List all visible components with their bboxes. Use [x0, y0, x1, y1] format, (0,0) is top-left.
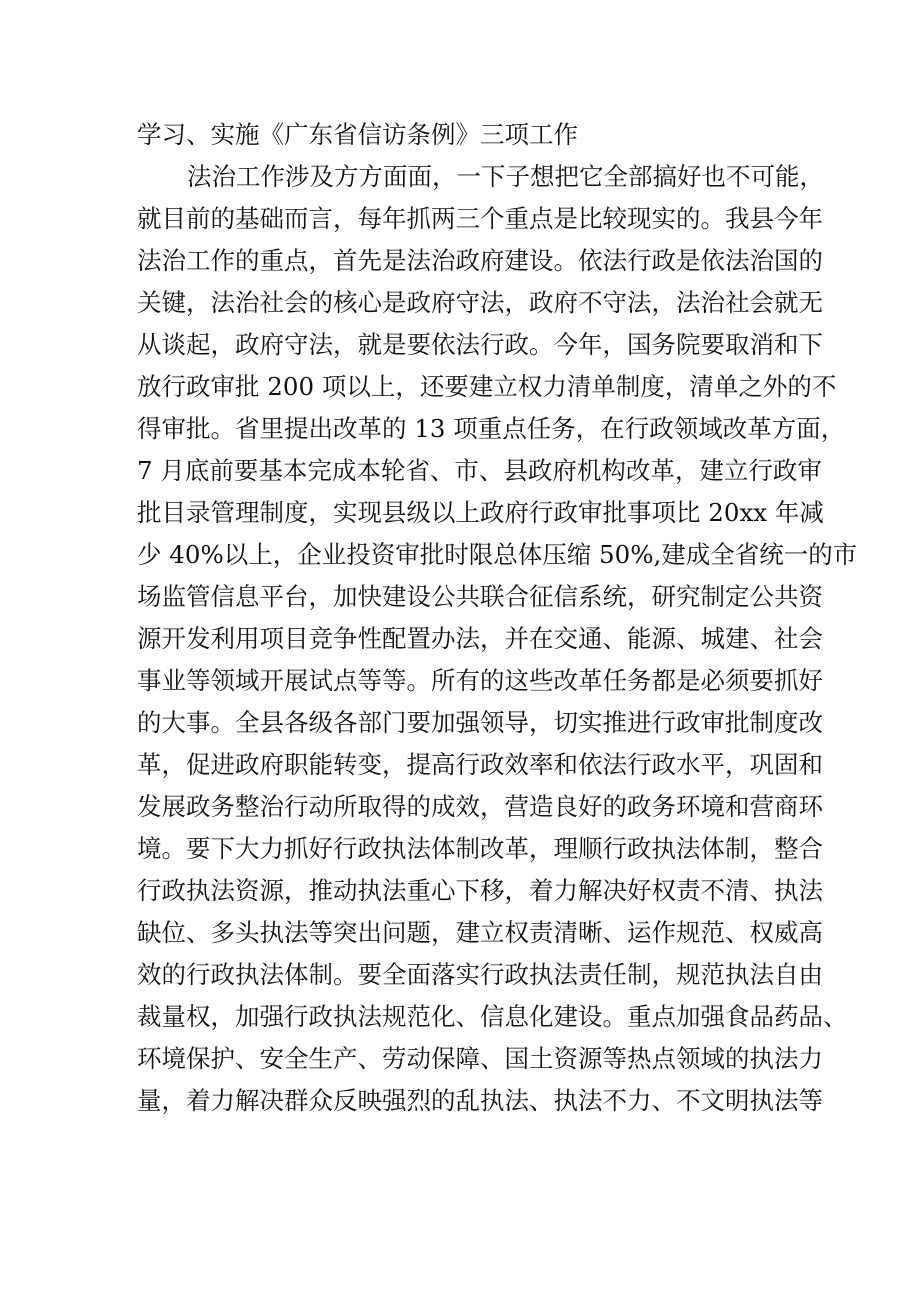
paragraph-line: 源开发利用项目竞争性配置办法，并在交通、能源、城建、社会	[137, 624, 823, 653]
paragraph-line: 量，着力解决群众反映强烈的乱执法、执法不力、不文明执法等	[137, 1086, 823, 1115]
paragraph-line: 场监管信息平台，加快建设公共联合征信系统，研究制定公共资	[137, 582, 823, 611]
paragraph-line: 环境保护、安全生产、劳动保障、国土资源等热点领域的执法力	[137, 1044, 823, 1073]
paragraph-line: 法治工作涉及方方面面，一下子想把它全部搞好也不可能，	[187, 162, 824, 191]
paragraph-line: 法治工作的重点，首先是法治政府建设。依法行政是依法治国的	[137, 246, 823, 275]
paragraph-line: 效的行政执法体制。要全面落实行政执法责任制，规范执法自由	[137, 960, 823, 989]
paragraph-line: 境。要下大力抓好行政执法体制改革，理顺行政执法体制，整合	[137, 834, 823, 863]
paragraph-line: 革，促进政府职能转变，提高行政效率和依法行政水平，巩固和	[137, 750, 823, 779]
paragraph-line: 发展政务整治行动所取得的成效，营造良好的政务环境和营商环	[137, 792, 823, 821]
paragraph-line: 就目前的基础而言，每年抓两三个重点是比较现实的。我县今年	[137, 204, 823, 233]
paragraph-line: 缺位、多头执法等突出问题，建立权责清晰、运作规范、权威高	[137, 918, 823, 947]
paragraph-line: 事业等领域开展试点等等。所有的这些改革任务都是必须要抓好	[137, 666, 823, 695]
paragraph-line: 放行政审批 200 项以上，还要建立权力清单制度，清单之外的不	[137, 372, 837, 401]
document-body	[137, 114, 858, 1122]
paragraph-line: 关键，法治社会的核心是政府守法，政府不守法，法治社会就无	[137, 288, 823, 317]
paragraph-line: 7 月底前要基本完成本轮省、市、县政府机构改革，建立行政审	[137, 456, 822, 485]
paragraph-line: 从谈起，政府守法，就是要依法行政。今年，国务院要取消和下	[137, 330, 823, 359]
paragraph-line: 少 40%以上，企业投资审批时限总体压缩 50%,建成全省统一的市	[137, 540, 858, 569]
paragraph-line: 的大事。全县各级各部门要加强领导，切实推进行政审批制度改	[137, 708, 823, 737]
paragraph-line: 得审批。省里提出改革的 13 项重点任务，在行政领域改革方面，	[137, 414, 846, 443]
paragraph-line: 裁量权，加强行政执法规范化、信息化建设。重点加强食品药品、	[137, 1002, 848, 1031]
paragraph-line: 批目录管理制度，实现县级以上政府行政审批事项比 20xx 年减	[137, 498, 824, 527]
heading-line: 学习、实施《广东省信访条例》三项工作	[137, 120, 578, 149]
paragraph-line: 行政执法资源，推动执法重心下移，着力解决好权责不清、执法	[137, 876, 823, 905]
